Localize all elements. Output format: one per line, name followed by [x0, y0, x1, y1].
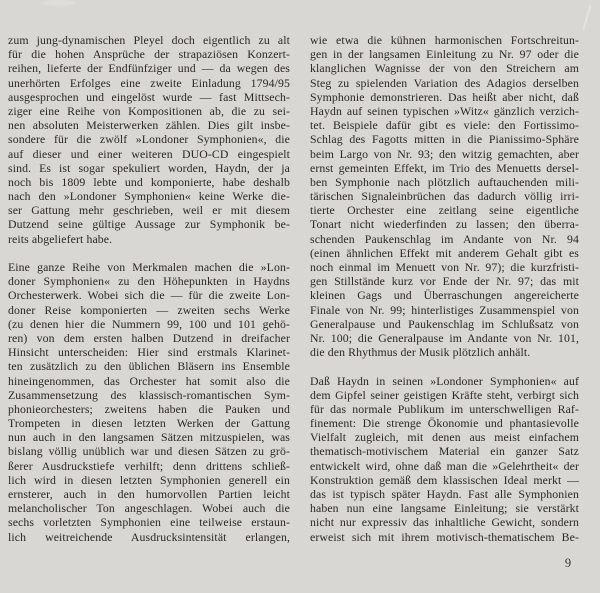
paragraph: [310, 374, 579, 544]
page-number: 9: [564, 556, 572, 570]
text-line: nach den »Londoner Symphonien« keine Werke die-: [8, 189, 290, 204]
text-line: doner Symphonien« zu den Höhepunkten in Haydns: [8, 274, 290, 289]
text-line: noch einmal im Menuett von Nr. 97); die kurzfristi-: [310, 260, 579, 274]
text-line: lich wird in diesen letzten Symphonien generell ein: [8, 472, 290, 487]
text-line: bislang völlig unüblich war und diesen Sätzen zu grö-: [8, 444, 290, 459]
text-line: Steg zu spielenden Variation des Adagios derselben: [310, 75, 579, 90]
text-line: lich weitreichende Ausdrucksintensität erlangen,: [8, 529, 290, 544]
text-line: melancholischer Ton angeschlagen. Wobei auch die: [8, 501, 290, 516]
text-line: ernsterer, auch in den humorvollen Partien leicht: [8, 487, 290, 501]
text-line: ziger eine Reihe von Kompositionen ab, die zu sei-: [8, 103, 290, 118]
text-line: kleinen Gags und Überraschungen angereicherte: [310, 288, 579, 303]
text-line: reits abgeliefert habe.: [8, 231, 113, 246]
scan-scratch-artifact: [582, 4, 591, 30]
text-line: ren) von dem ersten halben Dutzend in dreifacher: [8, 330, 290, 345]
text-line: Vielfalt zugleich, mit denen aus meist einfachem: [310, 430, 579, 445]
text-line: wie etwa die kühnen harmonischen Fortschreitun-: [310, 33, 579, 47]
paragraph: [8, 33, 290, 246]
text-line: (zu denen hier die Nummern 99, 100 und 101 gehö-: [8, 316, 290, 331]
text-line: Konstruktion gemäß dem klassischen Ideal merkt —: [310, 472, 579, 487]
text-line: gen in der langsamen Einleitung zu Nr. 97 oder die: [310, 47, 579, 62]
scan-smudge-artifact: [42, 0, 76, 6]
text-line: klanglichen Wagnisse der von den Streichern am: [310, 61, 579, 76]
text-line: auf dieser und einer weiteren DUO-CD eingespielt: [8, 146, 290, 161]
paragraph: [310, 33, 579, 359]
text-line: hineingenommen, das Orchester hat somit also die: [8, 373, 290, 388]
text-line: sondere für die zwölf »Londoner Symphonien«, die: [8, 132, 290, 147]
text-line: phonieorchesters; zweitens haben die Pauken und: [8, 401, 290, 416]
text-column-left: [8, 33, 290, 544]
text-line: finement: Die strenge Ökonomie und phantasievolle: [310, 416, 579, 431]
text-column-right: [310, 33, 579, 544]
text-line: nun auch in den langsamen Sätzen mitzuspielen, was: [8, 430, 290, 445]
text-line: Trompeten in diesen letzten Werken der Gattung: [8, 416, 290, 431]
text-line: Hinsicht unterscheiden: Hier sind erstmals Klarinet-: [8, 345, 290, 360]
text-line: Symphonie demonstrieren. Das heißt aber nicht, daß: [310, 89, 579, 104]
text-line: das ist typisch später Haydn. Fast alle Symphonien: [310, 487, 579, 501]
text-line: ben Symphonie nach plötzlich auftauchenden mili-: [310, 174, 579, 189]
text-line: Daß Haydn in seinen »Londoner Symphonien« auf: [310, 373, 579, 388]
text-line: ernst gemeinten Effekt, im Trio des Menuetts dersel-: [310, 160, 579, 175]
text-line: beim Largo von Nr. 93; den witzig gemachten, aber: [310, 146, 579, 161]
text-line: nen absoluten Meisterwerken zählen. Dies gilt insbe-: [8, 118, 290, 133]
text-line: schenden Paukenschlag im Andante von Nr. 94: [310, 231, 579, 246]
text-line: tärischen Signaleinbrüchen das dadurch völlig irri-: [310, 189, 579, 204]
text-line: Nr. 100; die Generalpause im Andante von Nr. 101,: [310, 330, 579, 345]
text-line: für das normale Publikum im unterschwelligen Raf-: [310, 401, 579, 416]
text-line: Finale von Nr. 99; hinterlistiges Zusammenspiel von: [310, 302, 579, 317]
text-line: noch bis 1809 lebte und komponierte, habe deshalb: [8, 174, 290, 189]
text-line: tet. Beispiele dafür gibt es viele: den Fortissimo-: [310, 118, 579, 133]
text-line: Eine ganze Reihe von Merkmalen machen die »Lon-: [8, 260, 290, 274]
text-line: die den Rhythmus der Musik plötzlich anhält.: [310, 345, 531, 360]
text-line: unerhörten Erfolges eine zweite Einladung 1794/95: [8, 75, 290, 90]
text-line: gen Stillstände kurz vor Ende der Nr. 97; das mit: [310, 274, 579, 289]
text-line: Schlag des Fagotts mitten in die Pianissimo-Sphäre: [310, 132, 579, 147]
text-line: sind. Es ist sogar spekuliert worden, Haydn, der ja: [8, 160, 290, 175]
text-line: nicht nur expressiv das inhaltliche Gewicht, sondern: [310, 515, 579, 530]
text-line: Haydn auf seinen typischen »Witz« gänzlich verzich-: [310, 103, 579, 118]
text-line: ausgesprochen und eingelöst wurde — fast Mittsech-: [8, 89, 290, 104]
text-line: Tonart nicht wiederfinden zu lassen; den überra-: [310, 217, 579, 232]
text-line: dem Gipfel seiner geistigen Kräfte steht, verbirgt sich: [310, 387, 579, 402]
text-line: ten zusätzlich zu den üblichen Bläsern ins Ensemble: [8, 359, 290, 374]
text-line: haben nun eine langsame Einleitung; sie verstärkt: [310, 501, 579, 516]
text-line: entwickelt wird, ohne daß man die »Gelehrtheit« der: [310, 458, 579, 473]
text-line: für die hohen Ansprüche der strapaziösen Konzert-: [8, 47, 290, 62]
text-line: ßerer Ausdruckstiefe verhilft; denn drittens schließ-: [8, 458, 290, 473]
text-line: zum jung-dynamischen Pleyel doch eigentlich zu alt: [8, 33, 290, 47]
text-line: Generalpause und Paukenschlag im Schlußsatz von: [310, 316, 579, 331]
text-line: Dutzend seine gültige Aussage zur Symphonik be-: [8, 217, 290, 232]
text-line: Zusammensetzung des klassisch-romantischen Sym-: [8, 387, 290, 402]
text-line: ser Gattung mehr geschrieben, weil er mit diesem: [8, 203, 290, 218]
text-line: tierte Orchester eine zeitlang seine eigentliche: [310, 203, 579, 218]
text-line: reihen, lieferte der Endfünfziger und — da wegen des: [8, 61, 290, 76]
text-line: Orchesterwerk. Wobei sich die — für die zweite Lon-: [8, 288, 290, 303]
text-line: (einen ähnlichen Effekt mit anderem Gehalt gibt es: [310, 245, 579, 260]
text-line: erweist sich mit ihrem motivisch-thematischem Be-: [310, 529, 579, 544]
text-line: doner Reise komponierten — zweiten sechs Werke: [8, 302, 290, 317]
text-line: thematisch-motivischem Material ein ganzer Satz: [310, 444, 579, 459]
text-line: sechs vorletzten Symphonien eine teilweise erstaun-: [8, 515, 290, 530]
paragraph: [8, 260, 290, 544]
